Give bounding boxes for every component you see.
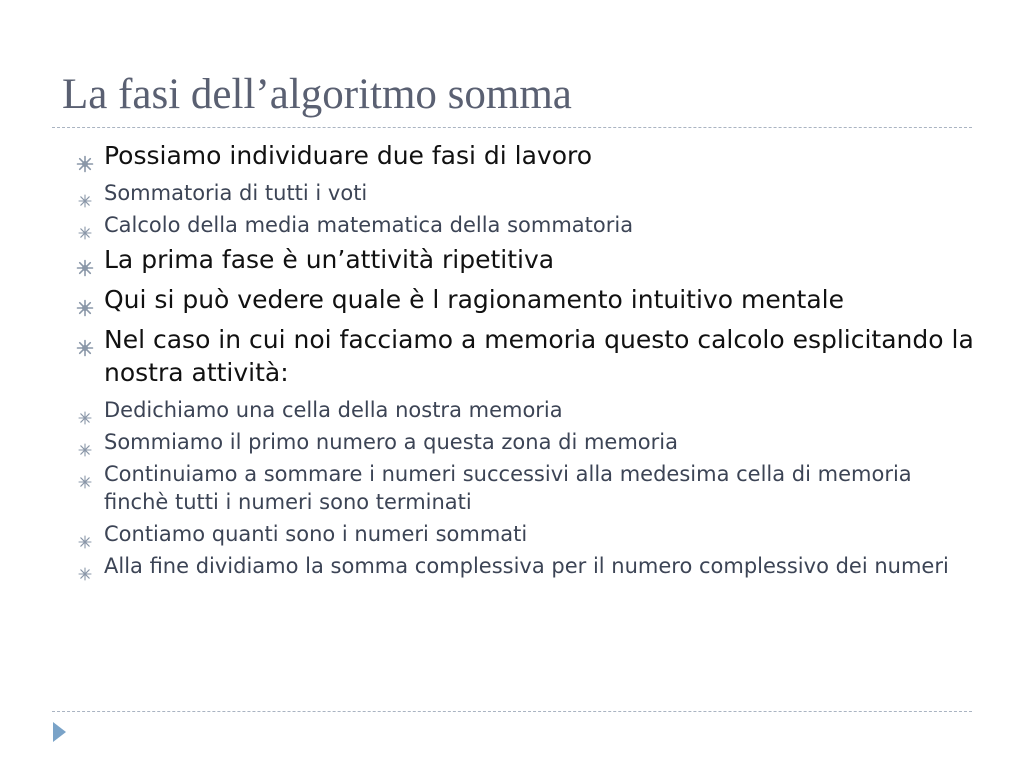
bullet-item [76,139,976,172]
sub-bullet-text: Continuiamo a sommare i numeri successivi alla medesima cella di memoria finchè tutti i numeri sono terminati [104,462,912,514]
asterisk-bullet-icon [78,219,92,233]
bullet-item [76,323,976,389]
footer-divider [52,711,972,712]
asterisk-bullet-icon [78,187,92,201]
asterisk-bullet-icon [78,528,92,542]
snowflake-bullet-icon [76,292,94,310]
sub-bullet-item [76,179,976,207]
sub-bullet-text: Sommiamo il primo numero a questa zona di memoria [104,430,678,454]
asterisk-bullet-icon [78,404,92,418]
slide-title: La fasi dell’algoritmo somma [62,71,572,118]
asterisk-bullet-icon [78,560,92,574]
bullet-text: Nel caso in cui noi facciamo a memoria questo calcolo esplicitando la nostra attività: [104,325,974,387]
title-divider [52,127,972,128]
sub-bullet-text: Alla fine dividiamo la somma complessiva per il numero complessivo dei numeri [104,554,949,578]
asterisk-bullet-icon [78,468,92,482]
snowflake-bullet-icon [76,148,94,166]
bullet-text: La prima fase è un’attività ripetitiva [104,245,555,274]
snowflake-bullet-icon [76,332,94,350]
sub-bullet-item [76,520,976,548]
bullet-text: Qui si può vedere quale è l ragionamento intuitivo mentale [104,285,844,314]
bullet-text: Possiamo individuare due fasi di lavoro [104,141,593,170]
sub-bullet-item [76,460,976,516]
sub-bullet-text: Dedichiamo una cella della nostra memoria [104,398,563,422]
bullet-list [76,139,976,584]
sub-bullet-item [76,428,976,456]
sub-bullet-item [76,396,976,424]
play-arrow-icon[interactable] [53,722,66,742]
sub-bullet-list [76,396,976,580]
bullet-item [76,243,976,276]
bullet-item [76,283,976,316]
snowflake-bullet-icon [76,252,94,270]
sub-bullet-text: Calcolo della media matematica della sommatoria [104,213,634,237]
sub-bullet-text: Sommatoria di tutti i voti [104,181,368,205]
sub-bullet-text: Contiamo quanti sono i numeri sommati [104,522,528,546]
asterisk-bullet-icon [78,436,92,450]
sub-bullet-list [76,179,976,239]
sub-bullet-item [76,552,976,580]
sub-bullet-item [76,211,976,239]
